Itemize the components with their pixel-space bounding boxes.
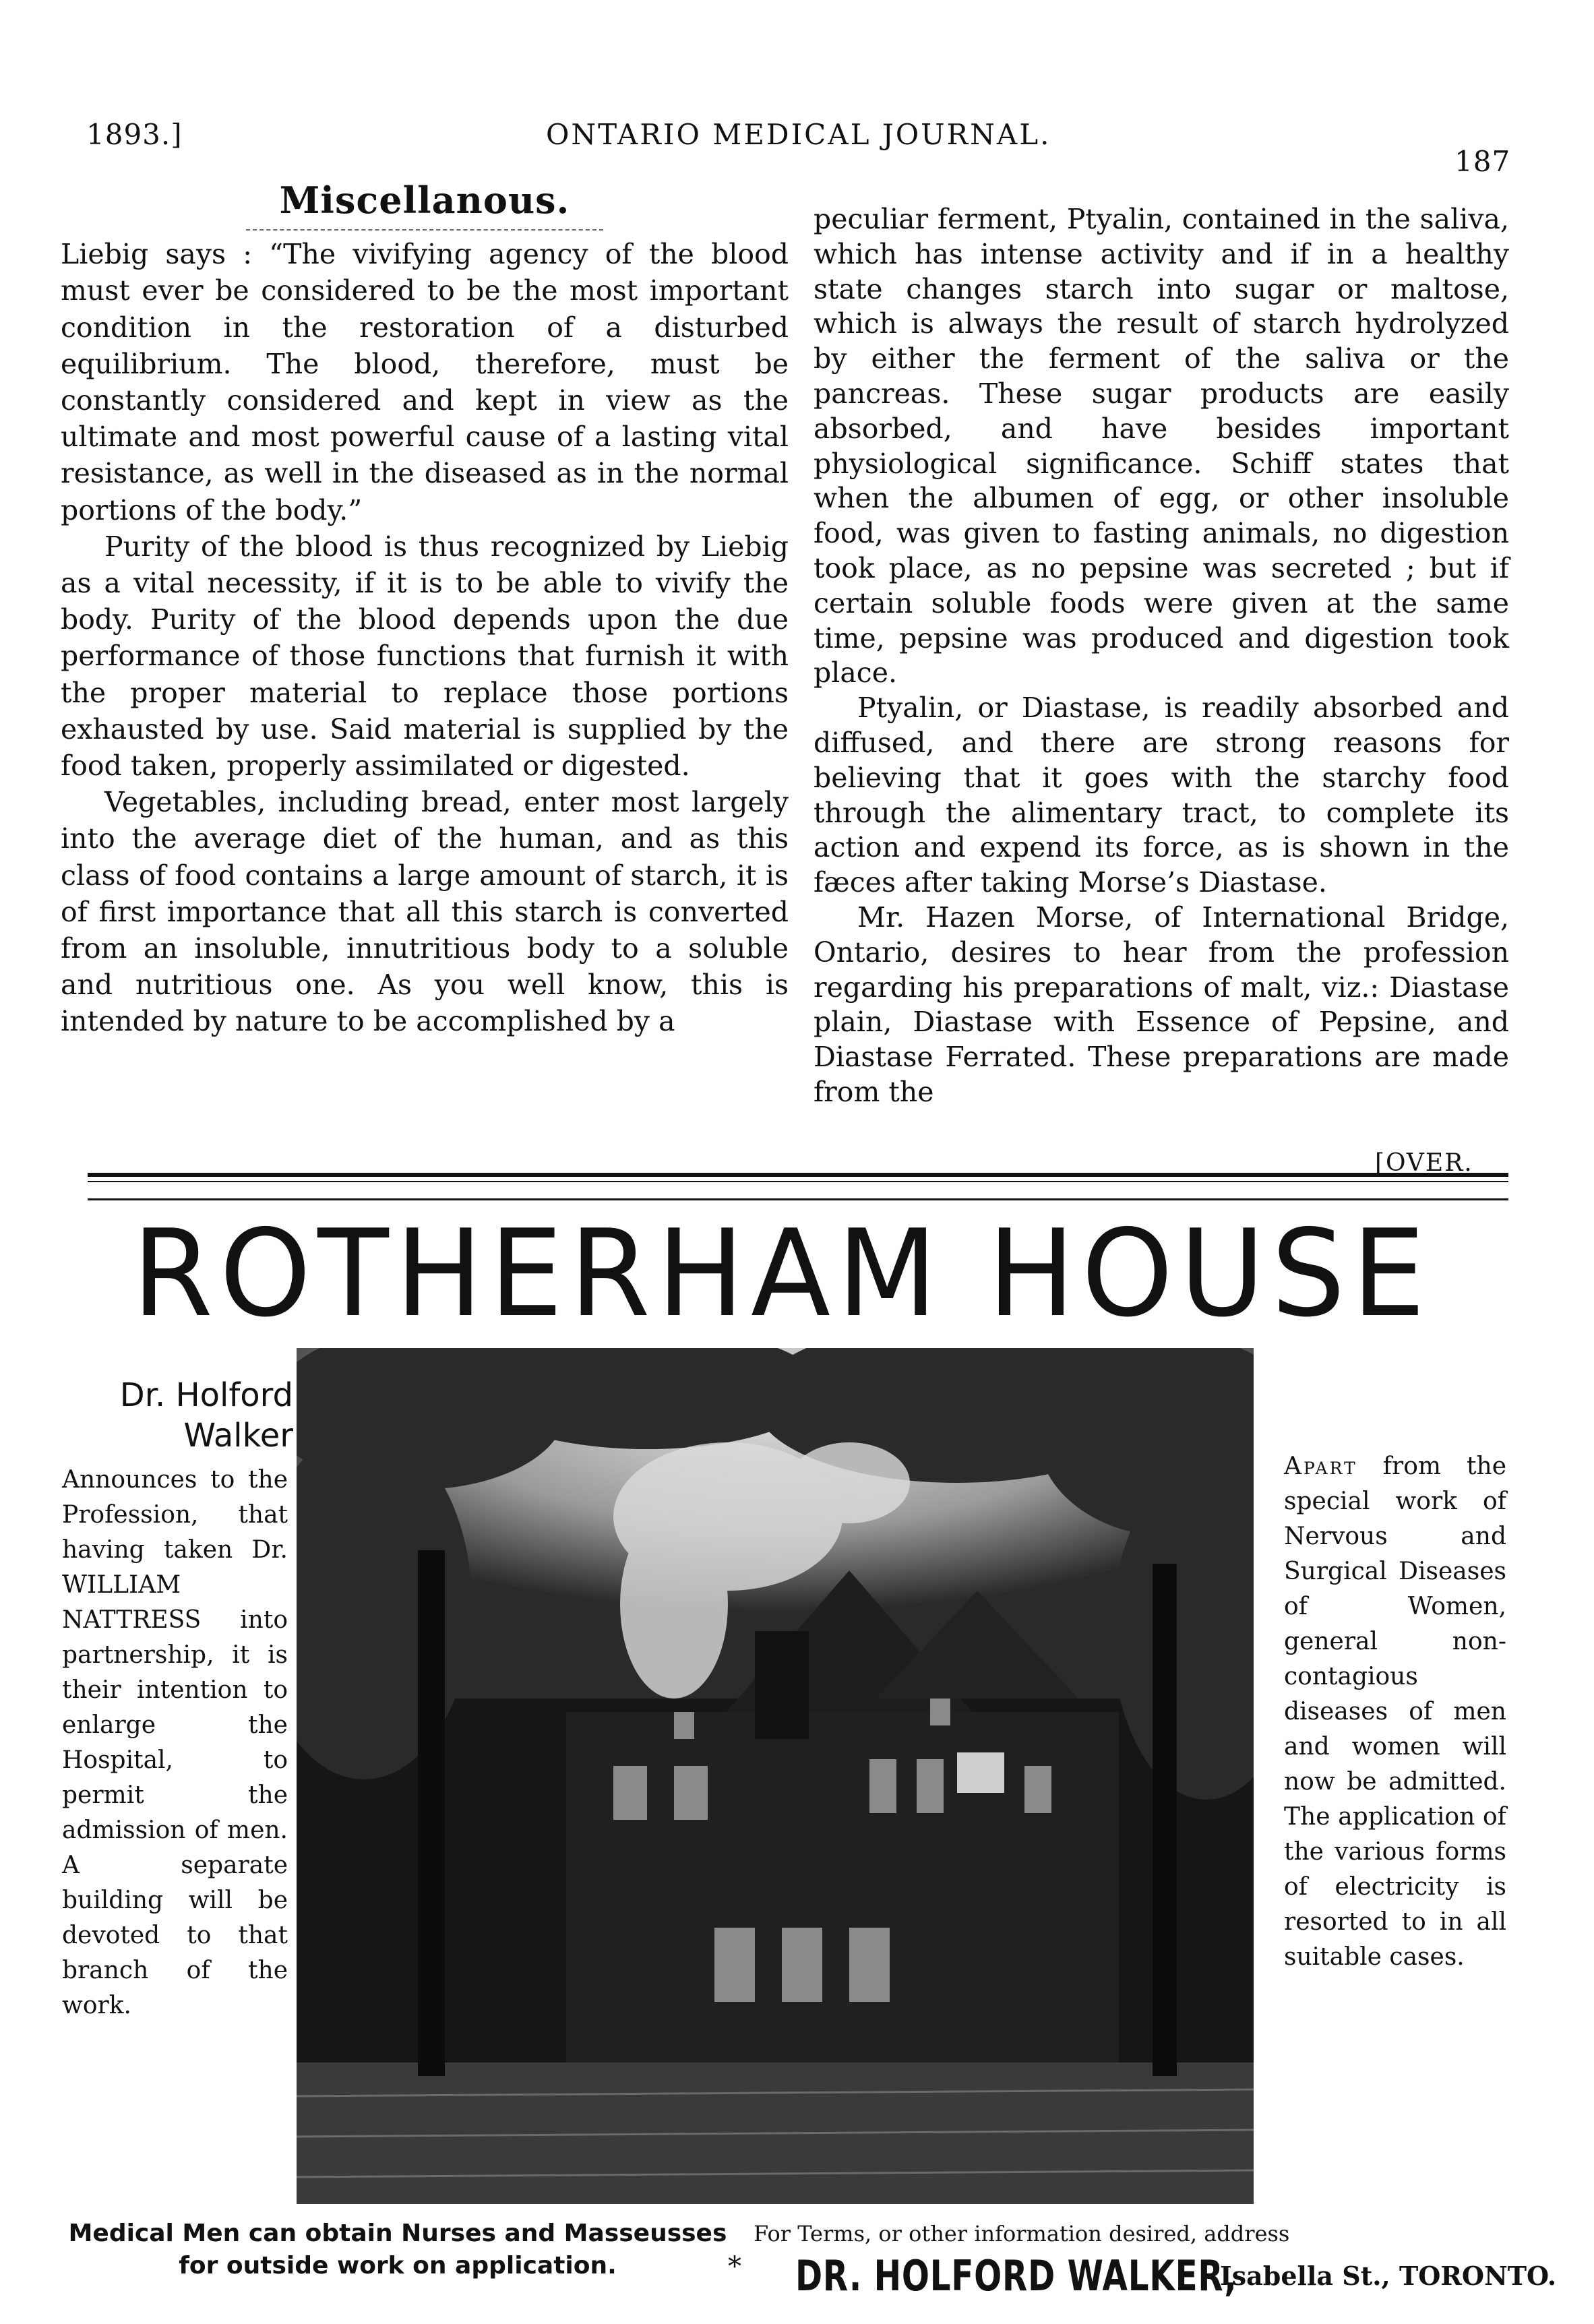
ad-footer-contact-name: DR. HOLFORD WALKER,	[795, 2251, 1237, 2300]
paragraph: peculiar ferment, Ptyalin, contained in the saliva, which has intense activity and if in a healthy state changes starch into sugar or maltose, which is always the result of starch hydrolyzed by either the ferment of the saliva or the pancreas. These sugar products are easily absorbed, and have besides important physiological significance. Schiff states that when the albumen of egg, or other insoluble food, was given to fasting animals, no digestion took place, as no pepsine was secreted ; but if certain soluble foods were given at the same time, pepsine was produced and digestion took place.	[814, 203, 1509, 690]
paragraph: Purity of the blood is thus recognized by Liebig as a vital necessity, if it is to be able to vivify the body. Purity of the blood depends upon the due performance of those functions that furnish it with the proper material to replace those portions exhausted by use. Said material is supplied by the food taken, properly assimilated or digested.	[61, 530, 789, 783]
ad-headline: ROTHERHAM HOUSE	[132, 1204, 1432, 1343]
house-photo-image	[297, 1348, 1254, 2204]
paragraph: Vegetables, including bread, enter most largely into the average diet of the human, and as this class of food contains a large amount of starch, it is of first importance that all this starch is converted from an insoluble, innutritious body to a soluble and nutritious one. As you well know, this is intended by nature to be accomplished by a	[61, 786, 789, 1038]
ad-footer-asterisk: *	[728, 2251, 741, 2282]
ad-right-lead: Apart	[1284, 1452, 1357, 1480]
page-number: 187	[1454, 145, 1511, 178]
paragraph: Ptyalin, or Diastase, is readily absorbed and diffused, and there are strong reasons for believing that it goes with the starchy food through the alimentary tract, to complete its action and expend its force, as is shown in the fæces after taking Morse’s Diastase.	[814, 692, 1509, 899]
paragraph: Liebig says : “The vivifying agency of the blood must ever be considered to be the most important condition in the restoration of a disturbed equilibrium. The blood, therefore, must be constantly considered and kept in view as the ultimate and most powerful cause of a lasting vital resistance, as well in the diseased as in the normal portions of the body.”	[61, 238, 789, 526]
divider-rule	[88, 1173, 1508, 1177]
header-year: 1893.]	[86, 118, 183, 151]
ad-footer-contact	[795, 2251, 1557, 2300]
ad-right-text: from the special work of Nervous and Surgical Diseases of Women, general non-contagious diseases of men and women will now be admitted. The application of the various forms of electricity is resorted to in all suitable cases.	[1284, 1452, 1506, 1971]
divider-rule	[88, 1198, 1508, 1200]
ad-footer-nurses: Medical Men can obtain Nurses and Masseusses for outside work on application.	[68, 2220, 727, 2280]
paragraph: Mr. Hazen Morse, of International Bridge, Ontario, desires to hear from the profession regarding his preparations of malt, viz.: Diastase plain, Diastase with Essence of Pepsine, and Diastase Ferrated. These preparations are made from the	[814, 900, 1509, 1108]
ad-footer-contact-intro: For Terms, or other information desired, address	[754, 2221, 1290, 2246]
journal-title: ONTARIO MEDICAL JOURNAL.	[546, 118, 1051, 151]
ad-announcement: Announces to the Profession, that having taken Dr. WILLIAM NATTRESS into partnership, it is their intention to enlarge the Hospital, to permit the admission of men. A separate building will be devoted to that branch of the work.	[62, 1466, 288, 2019]
left-column	[61, 179, 789, 1040]
section-title: Miscellanous.	[279, 179, 570, 222]
ad-left-block	[62, 1375, 293, 2023]
ad-right-block	[1284, 1449, 1506, 1975]
divider-rule	[88, 1181, 1508, 1182]
section-divider	[246, 229, 603, 231]
right-column	[814, 202, 1509, 1110]
continuation-marker: [OVER.	[1375, 1149, 1473, 1177]
ad-doctor-name: Dr. Holford Walker	[119, 1376, 293, 1455]
house-photograph	[297, 1348, 1254, 2204]
ad-footer-contact-address: Isabella St., TORONTO.	[1220, 2261, 1557, 2291]
